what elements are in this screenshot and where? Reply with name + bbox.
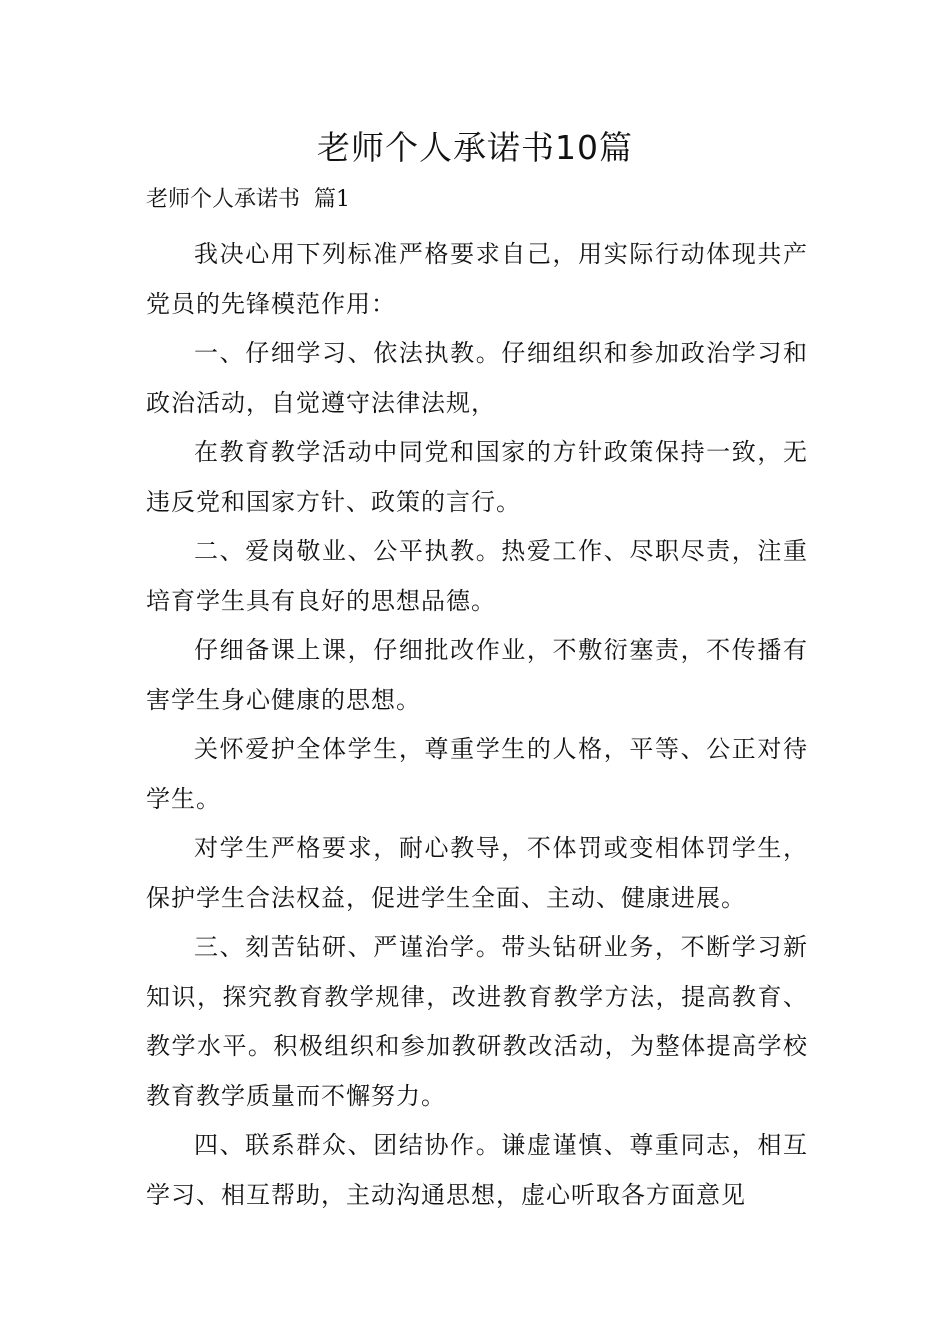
paragraph-7: 对学生严格要求，耐心教导，不体罚或变相体罚学生，保护学生合法权益，促进学生全面、主动、健康进展。 xyxy=(146,834,808,912)
paragraph-6: 关怀爱护全体学生，尊重学生的人格，平等、公正对待学生。 xyxy=(146,735,808,813)
paragraph-2: 一、仔细学习、依法执教。仔细组织和参加政治学习和政治活动，自觉遵守法律法规， xyxy=(146,339,808,417)
paragraph-9: 四、联系群众、团结协作。谦虚谨慎、尊重同志，相互学习、相互帮助，主动沟通思想，虚心听取各方面意见 xyxy=(146,1131,808,1209)
paragraph-3: 在教育教学活动中同党和国家的方针政策保持一致，无违反党和国家方针、政策的言行。 xyxy=(146,438,808,516)
document-title: 老师个人承诺书10篇 xyxy=(317,128,633,167)
paragraph-5: 仔细备课上课，仔细批改作业，不敷衍塞责，不传播有害学生身心健康的思想。 xyxy=(146,636,808,714)
section-heading: 老师个人承诺书 篇1 xyxy=(146,187,350,212)
paragraph-4: 二、爱岗敬业、公平执教。热爱工作、尽职尽责，注重培育学生具有良好的思想品德。 xyxy=(146,537,808,615)
document-body xyxy=(146,230,808,1220)
paragraph-1: 我决心用下列标准严格要求自己，用实际行动体现共产党员的先锋模范作用： xyxy=(146,240,808,318)
paragraph-8: 三、刻苦钻研、严谨治学。带头钻研业务，不断学习新知识，探究教育教学规律，改进教育教学方法，提高教育、教学水平。积极组织和参加教研教改活动，为整体提高学校教育教学质量而不懈努力。 xyxy=(146,933,808,1110)
